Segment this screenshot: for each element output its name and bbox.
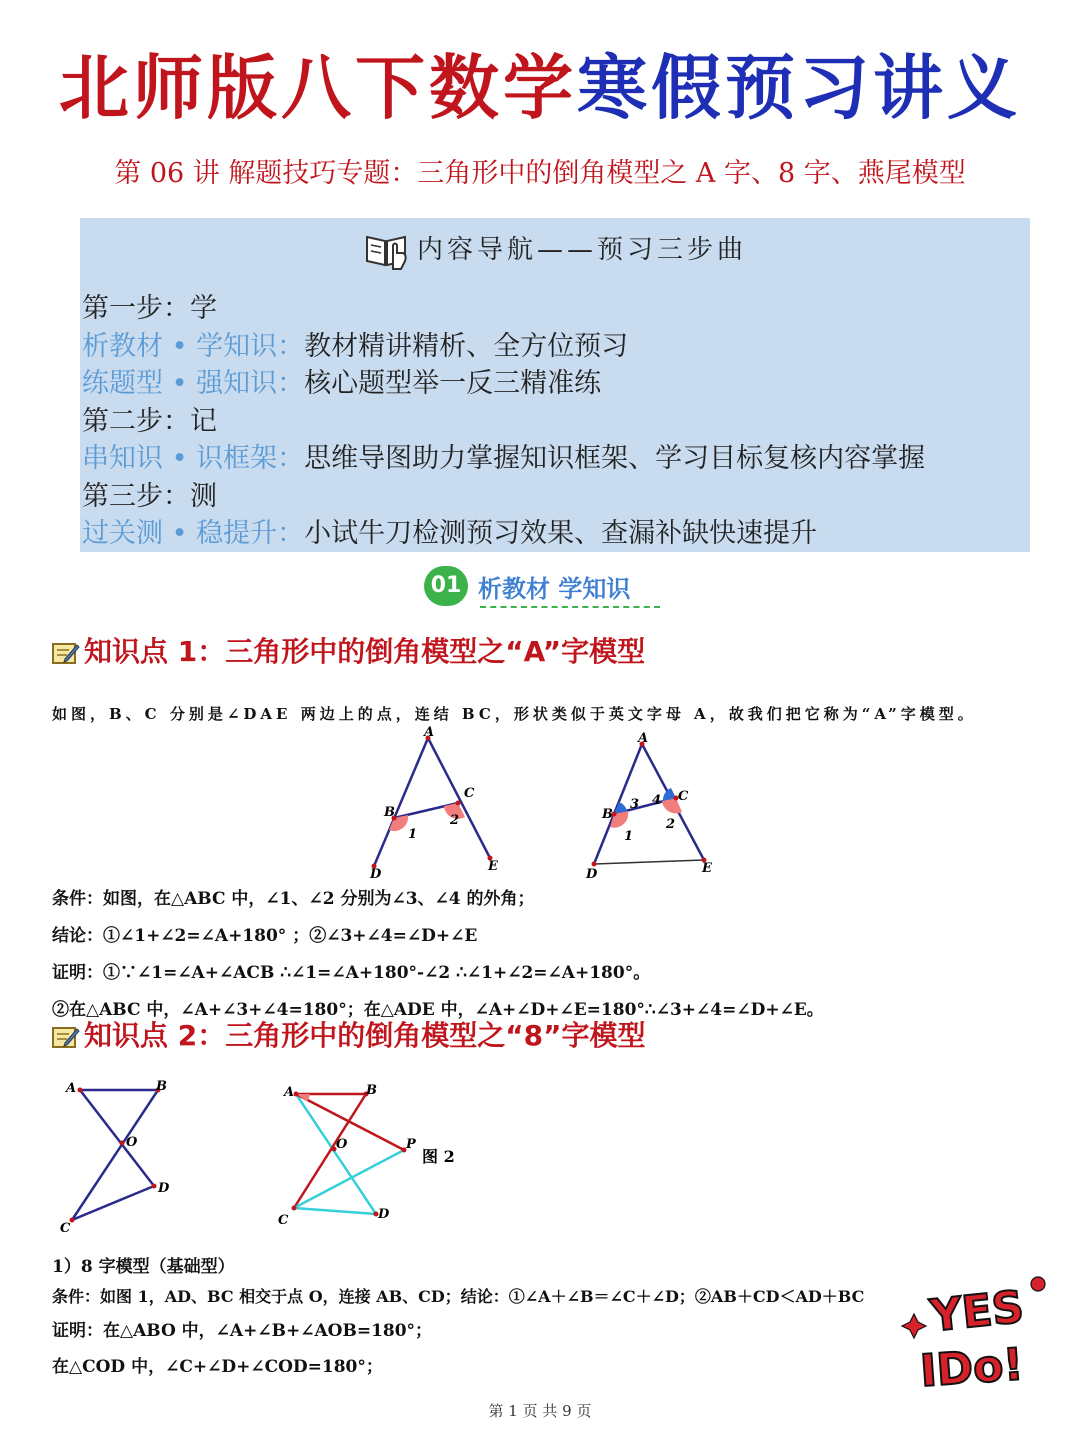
label-p: P bbox=[406, 1137, 416, 1152]
label-o: O bbox=[336, 1137, 348, 1152]
section-number: 01 bbox=[424, 566, 468, 606]
label-d: D bbox=[370, 867, 382, 882]
nav-line-text: 小试牛刀检测预习效果、查漏补缺快速提升 bbox=[304, 518, 818, 549]
label-b: B bbox=[156, 1079, 167, 1094]
label-e: E bbox=[488, 859, 498, 874]
label-d: D bbox=[378, 1207, 390, 1222]
label-a: A bbox=[638, 732, 649, 746]
nav-heading bbox=[80, 230, 1030, 271]
figure-8-model-1 bbox=[56, 1074, 186, 1234]
kp2-subheading: 1）8 字模型（基础型） bbox=[52, 1257, 235, 1277]
lecture-subtitle: 第 06 讲 解题技巧专题：三角形中的倒角模型之 A 字、8 字、燕尾模型 bbox=[114, 158, 966, 189]
kp1-proof-line1: 证明：①∵∠1=∠A+∠ACB ∴∠1=∠A+180°-∠2 ∴∠1+∠2=∠A+180°。 bbox=[52, 963, 651, 983]
nav-line-label: 析教材 • 学知识： bbox=[82, 330, 305, 362]
page-footer: 第 1 页 共 9 页 bbox=[488, 1402, 592, 1420]
label-b: B bbox=[602, 807, 613, 822]
figure-2-caption: 图 2 bbox=[422, 1147, 455, 1166]
nav-line-text: 教材精讲精析、全方位预习 bbox=[304, 330, 629, 362]
label-d: D bbox=[586, 867, 598, 880]
notepad-pencil-icon bbox=[52, 641, 80, 665]
label-c: C bbox=[60, 1221, 71, 1234]
angle-3-label: 3 bbox=[630, 797, 640, 812]
kp1-conclusion: 结论：①∠1+∠2=∠A+180° ；②∠3+∠4=∠D+∠E bbox=[52, 926, 478, 946]
label-a: A bbox=[284, 1085, 295, 1100]
title-red: 北师版八下数学 bbox=[59, 47, 577, 129]
nav-lines bbox=[82, 290, 1028, 553]
kp2-proof-line1: 证明：在△ABO 中，∠A+∠B+∠AOB=180°； bbox=[52, 1321, 433, 1341]
label-b: B bbox=[366, 1083, 377, 1098]
kp2-condition: 条件：如图 1，AD、BC 相交于点 O，连接 AB、CD；结论：①∠A＋∠B＝∠C＋∠D；②AB＋CD＜AD＋BC bbox=[52, 1287, 865, 1306]
nav-line-step2 bbox=[82, 403, 1028, 441]
label-c: C bbox=[464, 786, 475, 801]
kp1-title-text: 知识点 1：三角形中的倒角模型之“A”字模型 bbox=[84, 635, 646, 668]
label-o: O bbox=[126, 1135, 138, 1150]
sticker-line1: YES bbox=[927, 1281, 1027, 1343]
label-a: A bbox=[66, 1081, 77, 1096]
knowledge-point-1-title bbox=[52, 632, 645, 672]
figure-a-model-2 bbox=[580, 732, 730, 880]
title-blue: 寒假预习讲义 bbox=[577, 47, 1021, 129]
nav-line-label: 过关测 • 稳提升： bbox=[82, 518, 305, 549]
nav-line-test bbox=[82, 515, 1028, 553]
figure-8-model-2 bbox=[270, 1080, 470, 1230]
label-b: B bbox=[384, 805, 395, 820]
angle-1-label: 1 bbox=[624, 829, 634, 844]
kp1-proof-line2: ②在△ABC 中，∠A+∠3+∠4=180°；在△ADE 中，∠A+∠D+∠E=180°∴∠3+∠4=∠D+∠E。 bbox=[52, 1000, 824, 1020]
angle-4-label: 4 bbox=[652, 793, 662, 808]
book-hand-icon bbox=[363, 231, 413, 271]
label-a: A bbox=[424, 725, 435, 740]
page-title bbox=[0, 40, 1080, 136]
sticker-line2: IDo! bbox=[918, 1339, 1026, 1398]
kp1-intro: 如图，B、C 分别是∠DAE 两边上的点，连结 BC，形状类似于英文字母 A，故我们把它称为“A”字模型。 bbox=[52, 705, 977, 723]
nav-line-text: 思维导图助力掌握知识框架、学习目标复核内容掌握 bbox=[304, 443, 926, 474]
kp1-condition: 条件：如图，在△ABC 中，∠1、∠2 分别为∠3、∠4 的外角； bbox=[52, 889, 535, 909]
angle-2-label: 2 bbox=[666, 817, 676, 832]
kp2-title-text: 知识点 2：三角形中的倒角模型之“8”字模型 bbox=[84, 1019, 646, 1052]
label-e: E bbox=[702, 861, 712, 876]
knowledge-point-2-title bbox=[52, 1016, 646, 1056]
nav-line-step1 bbox=[82, 290, 1028, 328]
figure-a-model-1 bbox=[360, 724, 520, 884]
section-divider bbox=[480, 606, 660, 608]
content-navigation-box bbox=[80, 218, 1030, 552]
nav-line-text: 第二步：记 bbox=[82, 405, 217, 437]
notepad-pencil-icon bbox=[52, 1025, 80, 1049]
nav-line-practice bbox=[82, 365, 1028, 403]
label-c: C bbox=[678, 789, 689, 804]
yes-i-do-sticker bbox=[900, 1270, 1060, 1400]
angle-1-label: 1 bbox=[408, 827, 418, 842]
flower-icon bbox=[1031, 1277, 1045, 1291]
nav-line-text: 核心题型举一反三精准练 bbox=[304, 368, 602, 399]
section-badge bbox=[424, 566, 630, 606]
nav-line-label: 练题型 • 强知识： bbox=[82, 368, 305, 399]
nav-line-step3 bbox=[82, 478, 1028, 516]
nav-line-text: 第一步：学 bbox=[82, 293, 217, 324]
nav-line-text: 第三步：测 bbox=[82, 480, 217, 512]
nav-line-study bbox=[82, 328, 1028, 366]
label-c: C bbox=[278, 1213, 289, 1228]
nav-line-framework bbox=[82, 440, 1028, 478]
angle-2-label: 2 bbox=[450, 813, 460, 828]
sparkle-icon bbox=[902, 1314, 926, 1338]
kp2-proof-line2: 在△COD 中，∠C+∠D+∠COD=180°； bbox=[52, 1357, 383, 1377]
section-label: 析教材 学知识 bbox=[478, 574, 631, 603]
label-d: D bbox=[158, 1181, 170, 1196]
nav-heading-text: 内容导航——预习三步曲 bbox=[416, 235, 747, 265]
nav-line-label: 串知识 • 识框架： bbox=[82, 443, 305, 474]
